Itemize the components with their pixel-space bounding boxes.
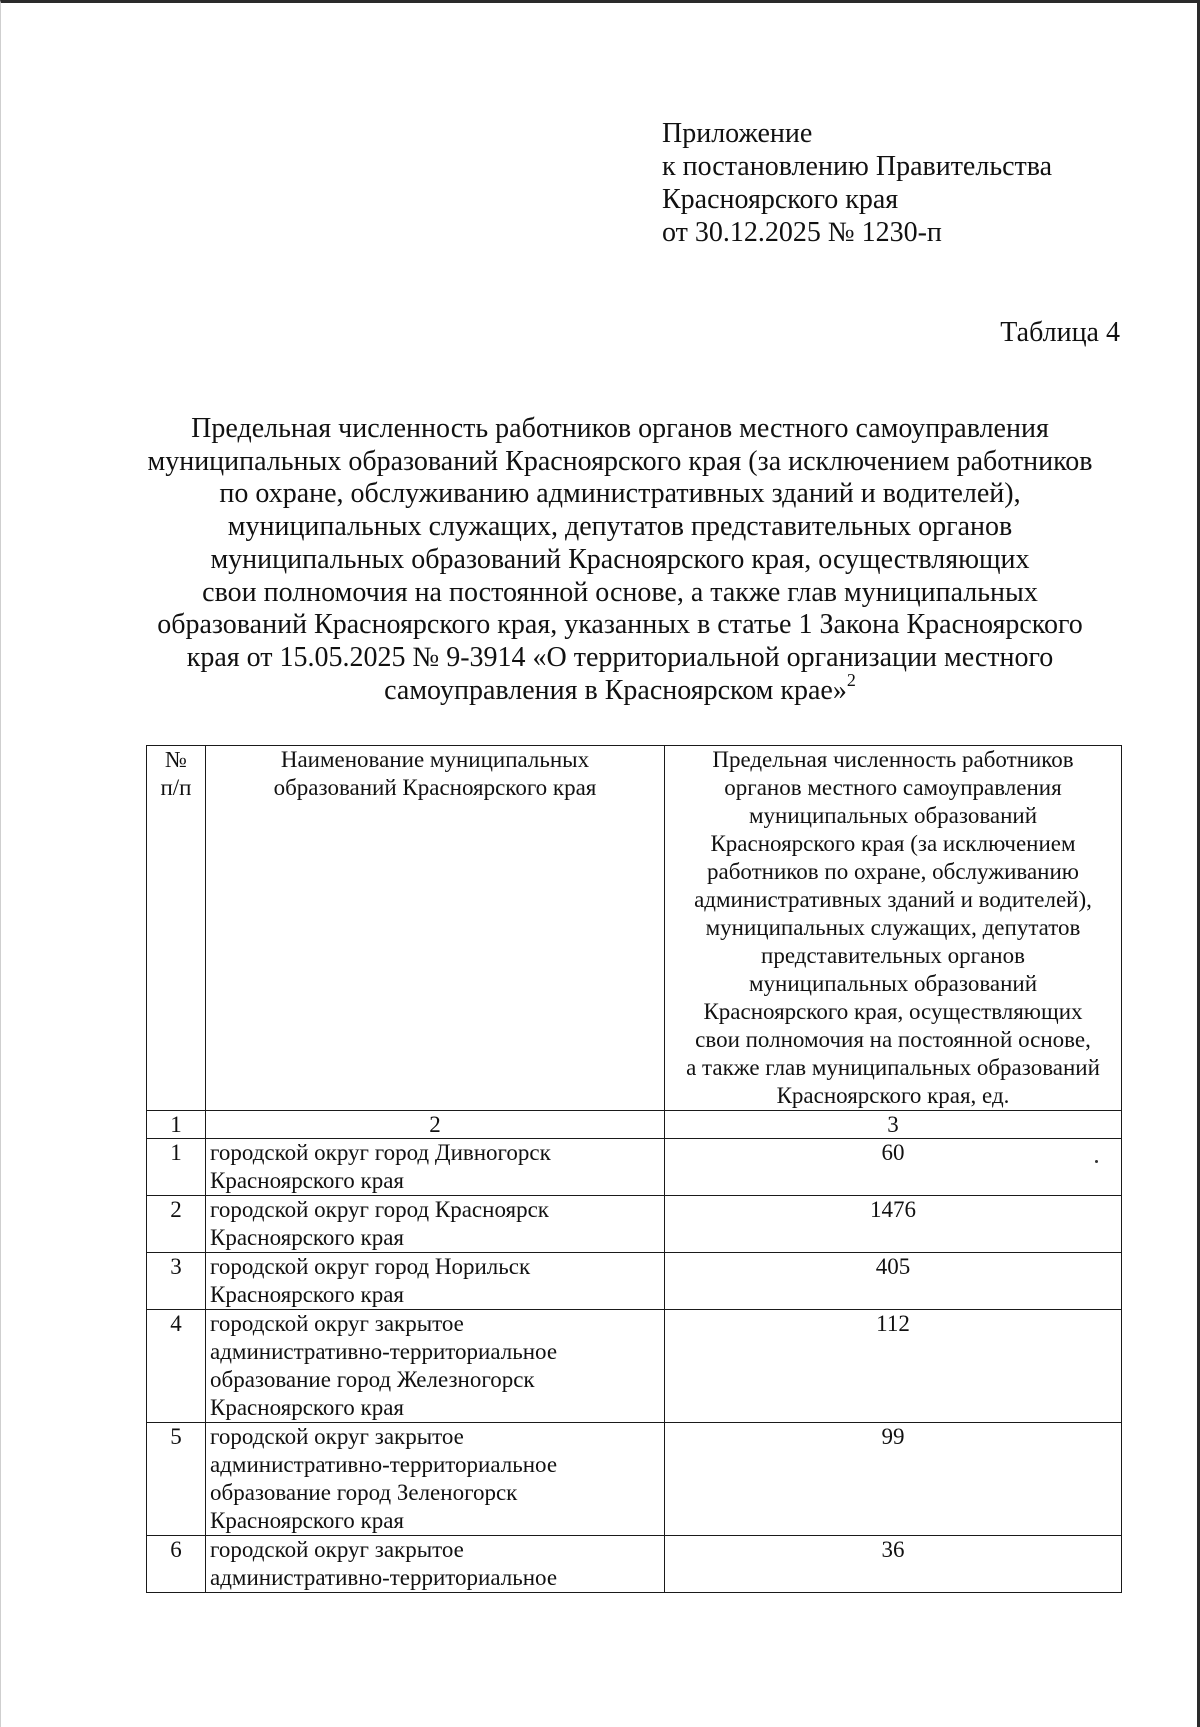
appendix-line: к постановлению Правительства [662, 151, 1053, 182]
title-line: образований Красноярского края, указанных в статье 1 Закона Красноярского [157, 609, 1083, 641]
header-line: муниципальных образований [748, 971, 1038, 996]
name-line: Красноярского края [210, 1168, 404, 1193]
row-number: 6 [147, 1536, 206, 1593]
appendix-line: Приложение [662, 118, 813, 149]
municipality-name [206, 1253, 665, 1310]
table-row [147, 1310, 1122, 1423]
header-line: Красноярского края (за исключением [710, 831, 1076, 856]
title-line: самоуправления в Красноярском крае» [384, 674, 847, 706]
name-line: образование город Железногорск [210, 1367, 535, 1392]
appendix-block [662, 117, 1052, 249]
header-line: муниципальных служащих, депутатов [705, 915, 1081, 940]
name-line: Красноярского края [210, 1225, 404, 1250]
name-line: Красноярского края [210, 1508, 404, 1533]
name-line: административно-территориальное [210, 1565, 558, 1590]
title-line: муниципальных образований Красноярского края, осуществляющих [210, 543, 1030, 575]
appendix-line: от 30.12.2025 № 1230-п [662, 217, 942, 248]
row-number: 2 [147, 1196, 206, 1253]
staff-limit-value: 112 [665, 1310, 1122, 1423]
column-number: 1 [147, 1111, 206, 1139]
staff-limits-table [146, 745, 1122, 1593]
name-line: городской округ закрытое [210, 1424, 464, 1449]
row-number: 1 [147, 1139, 206, 1196]
staff-limit-value: 99 [665, 1423, 1122, 1536]
table-row [147, 1139, 1122, 1196]
table-row [147, 1253, 1122, 1310]
header-line: а также глав муниципальных образований [686, 1055, 1100, 1080]
title-line: Предельная численность работников органов местного самоуправления [191, 413, 1049, 444]
row-number: 3 [147, 1253, 206, 1310]
header-row [147, 746, 1122, 1111]
header-limit [665, 746, 1122, 1111]
name-line: образование город Зеленогорск [210, 1480, 518, 1505]
name-line: городской округ город Норильск [210, 1254, 531, 1279]
row-number: 5 [147, 1423, 206, 1536]
column-number: 3 [665, 1111, 1122, 1139]
name-line: Красноярского края [210, 1282, 404, 1307]
header-line: Предельная численность работников [712, 747, 1074, 772]
title-line: муниципальных служащих, депутатов представительных органов [227, 511, 1013, 543]
row-number: 4 [147, 1310, 206, 1423]
title-line: по охране, обслуживанию административных зданий и водителей), [219, 478, 1021, 510]
staff-limit-value: 60 [665, 1139, 1122, 1196]
name-line: городской округ закрытое [210, 1537, 464, 1562]
scan-speck [1095, 1160, 1098, 1163]
municipality-name [206, 1139, 665, 1196]
name-line: городской округ закрытое [210, 1311, 464, 1336]
name-line: административно-территориальное [210, 1452, 558, 1477]
name-line: городской округ город Красноярск [210, 1197, 549, 1222]
municipality-name [206, 1536, 665, 1593]
document-title [130, 413, 1110, 707]
header-line: № [165, 747, 187, 772]
municipality-name [206, 1196, 665, 1253]
table-row [147, 1423, 1122, 1536]
header-line: административных зданий и водителей), [694, 887, 1092, 912]
table-row [147, 1196, 1122, 1253]
appendix-line: Красноярского края [662, 184, 899, 215]
name-line: Красноярского края [210, 1395, 404, 1420]
header-number [147, 746, 206, 1111]
name-line: городской округ город Дивногорск [210, 1140, 551, 1165]
footnote-mark: 2 [846, 670, 856, 691]
column-numbers-row [147, 1111, 1122, 1139]
table-row [147, 1536, 1122, 1593]
staff-limit-value: 36 [665, 1536, 1122, 1593]
header-line: муниципальных образований [748, 803, 1038, 828]
header-line: п/п [160, 775, 192, 800]
municipality-name [206, 1423, 665, 1536]
table-label: Таблица 4 [1000, 317, 1120, 348]
header-line: образований Красноярского края [273, 775, 597, 800]
header-line: работников по охране, обслуживанию [707, 859, 1079, 884]
name-line: административно-территориальное [210, 1339, 558, 1364]
header-line: Красноярского края, ед. [776, 1083, 1010, 1108]
title-line: свои полномочия на постоянной основе, а также глав муниципальных [202, 576, 1038, 608]
header-line: Наименование муниципальных [280, 747, 590, 772]
header-line: Красноярского края, осуществляющих [703, 999, 1083, 1024]
header-line: свои полномочия на постоянной основе, [695, 1027, 1091, 1052]
header-name [206, 746, 665, 1111]
header-line: органов местного самоуправления [724, 775, 1062, 800]
column-number: 2 [206, 1111, 665, 1139]
title-line: муниципальных образований Красноярского края (за исключением работников [147, 445, 1093, 477]
title-line: края от 15.05.2025 № 9-3914 «О территориальной организации местного [186, 641, 1054, 673]
staff-limit-value: 1476 [665, 1196, 1122, 1253]
header-line: представительных органов [761, 943, 1025, 968]
municipality-name [206, 1310, 665, 1423]
title-line-last [130, 670, 1110, 708]
staff-limit-value: 405 [665, 1253, 1122, 1310]
